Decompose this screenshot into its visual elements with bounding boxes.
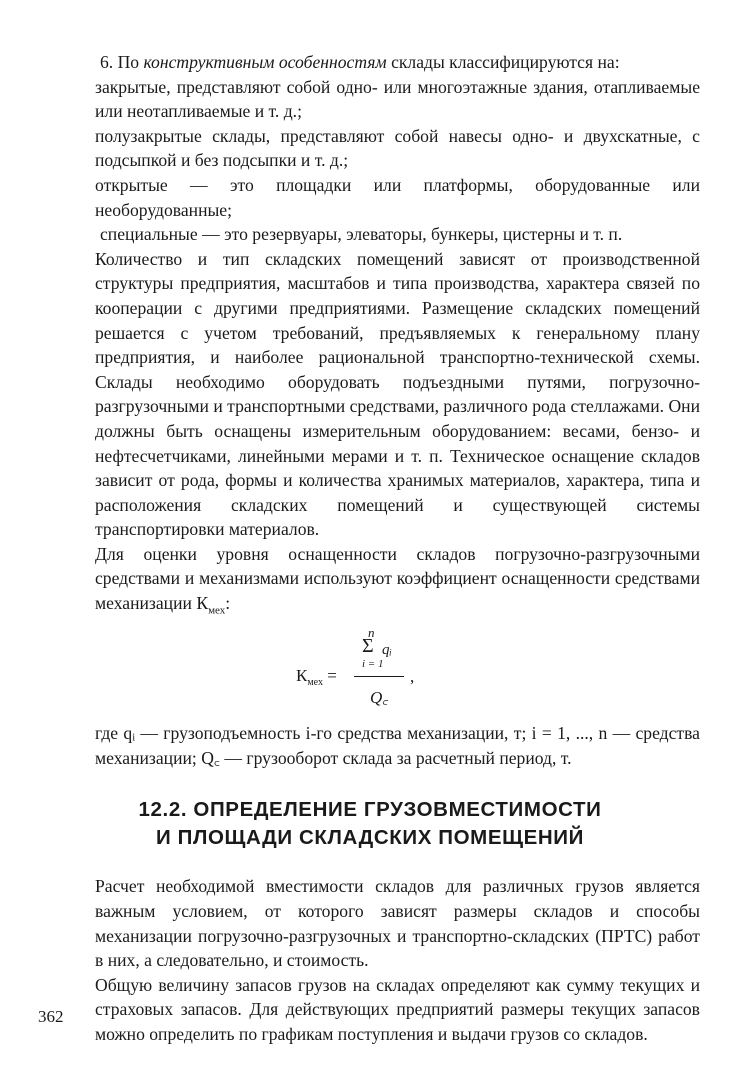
page-number: 362 — [38, 1007, 64, 1026]
sum-upper-limit: n — [368, 625, 375, 641]
section-heading — [40, 796, 700, 852]
formula-subscript: мех — [307, 677, 323, 689]
fraction-bar — [354, 676, 404, 677]
sum-term: qᵢ — [382, 642, 392, 659]
paragraph-warehouse-count: Количество и тип складских помещений зависят от производственной структуры предприятия, масштабов и типа производства, характера связей по кооперации с другими предприятиями. Размещение складских помещений решается с учетом требований, предъявляемых к генеральному плану предприятия, и наиболее рациональной транспортно-технической схемы. Склады необходимо оборудовать подъездными путями, погрузочно-разгрузочными и транспортными средствами, различного рода стеллажами. Они должны быть оснащены измерительным оборудованием: весами, бензо- и нефтесчетчиками, линейными мерами и т. п. Техническое оснащение складов зависит от рода, формы и количества хранимых материалов, характера, типа и расположения складских помещений и существующей системы транспортировки материалов. — [95, 248, 700, 540]
paragraph-formula-legend: где qᵢ — грузоподъемность i-го средства механизации, т; i = 1, ..., n — средства механизации; Q꜀ — грузооборот склада за расчетный период, т. — [95, 723, 700, 768]
formula-equals: = — [327, 666, 337, 686]
sum-lower-limit: i = 1 — [362, 658, 384, 671]
paragraph-closed-warehouses: закрытые, представляют собой одно- или многоэтажные здания, отапливаемые или неотапливаемые и т. д.; — [95, 76, 700, 122]
coefficient-formula — [100, 625, 700, 717]
paragraph-open-warehouses: открытые — это площадки или платформы, оборудованные или необорудованные; — [95, 174, 700, 220]
denominator: Q꜀ — [370, 688, 389, 708]
sum-sign: Σ — [362, 635, 374, 658]
formula-lhs — [296, 666, 337, 689]
paragraph-classification-intro — [100, 50, 700, 75]
heading-line-2: И ПЛОЩАДИ СКЛАДСКИХ ПОМЕЩЕНИЙ — [156, 826, 584, 850]
paragraph-stock-size: Общую величину запасов грузов на складах определяют как сумму текущих и страховых запасов. Для действующих предприятий размеры текущих запасов можно определить по графикам поступления и выдачи грузов со складов. — [95, 974, 700, 1044]
text-fragment: : — [225, 593, 231, 614]
paragraph-semi-closed-warehouses: полузакрытые склады, представляют собой навесы одно- и двухскатные, с подсыпкой и без подсыпки и т. д.; — [95, 125, 700, 171]
formula-symbol: К — [296, 666, 308, 686]
paragraph-capacity-calculation: Расчет необходимой вместимости складов для различных грузов является важным условием, от которого зависят размеры складов и способы механизации погрузочно-разгрузочных и транспортно-складских (ПРТС) работ в них, а следовательно, и стоимость. — [95, 876, 700, 971]
formula-comma: , — [410, 667, 415, 687]
text-fragment: Для оценки уровня оснащенности складов погрузочно-разгрузочными средствами и механизмами используют коэффициент оснащенности средствами механизации К — [95, 543, 700, 614]
emphasis-text: конструктивным особенностям — [143, 52, 387, 72]
text-fragment: склады классифицируются на: — [386, 52, 620, 72]
paragraph-special-warehouses: специальные — это резервуары, элеваторы, бункеры, цистерны и т. п. — [100, 224, 623, 245]
heading-line-1: 12.2. ОПРЕДЕЛЕНИЕ ГРУЗОВМЕСТИМОСТИ — [138, 798, 602, 822]
paragraph-coefficient-intro — [95, 542, 700, 623]
text-fragment: 6. По — [100, 52, 144, 72]
subscript: мех — [208, 604, 226, 617]
